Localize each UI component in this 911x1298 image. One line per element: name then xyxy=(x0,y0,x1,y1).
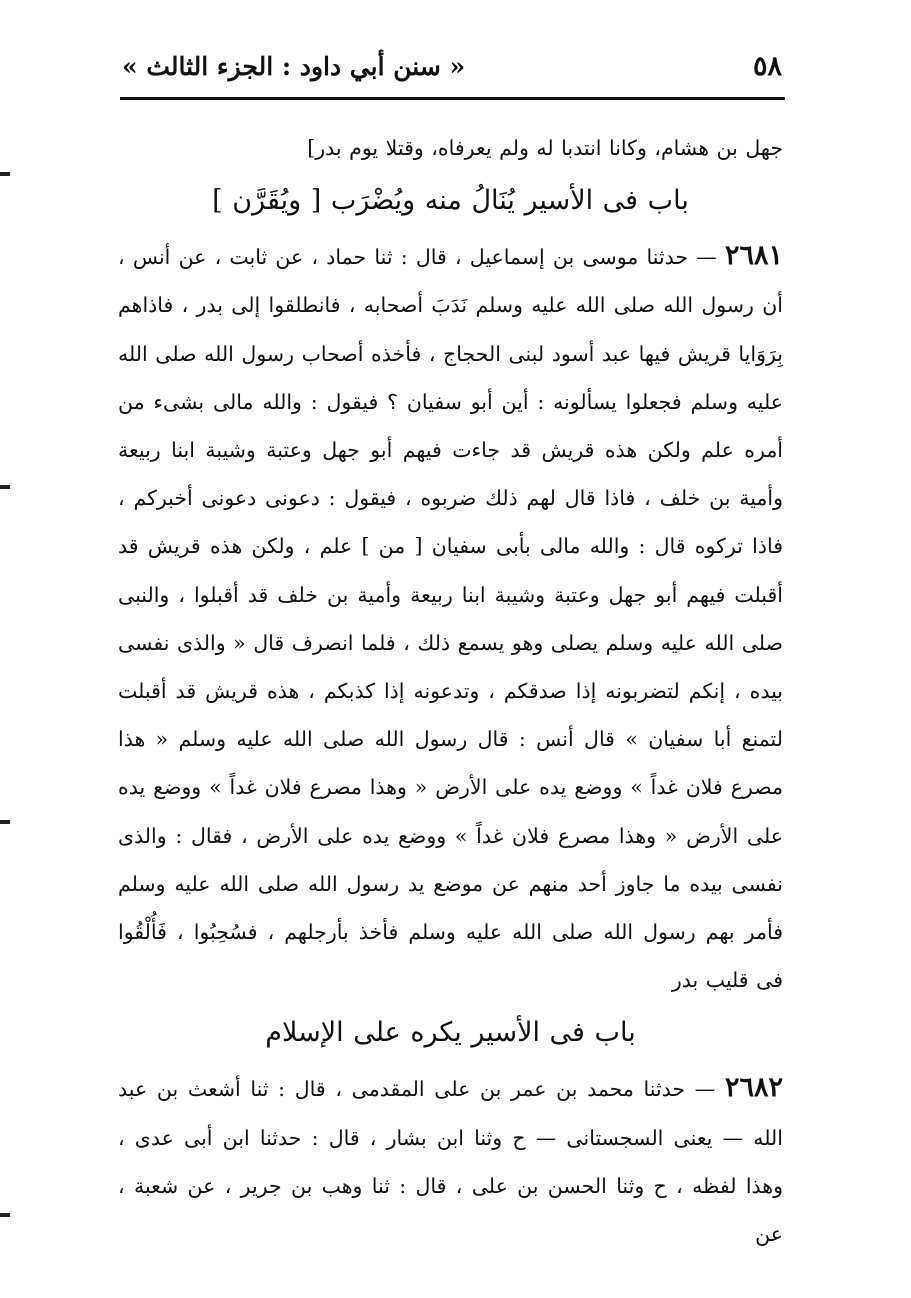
scan-edge-mark xyxy=(0,485,10,489)
scan-edge-mark xyxy=(0,172,10,176)
section-heading-1: باب فى الأسير يُنَالُ منه ويُضْرَب [ ويُقَرَّن ] xyxy=(212,185,689,217)
opening-text: جهل بن هشام، وكانا انتدبا له ولم يعرفاه، وقتلا يوم بدر] xyxy=(307,136,783,160)
section-heading-2: باب فى الأسير يكره على الإسلام xyxy=(265,1017,636,1049)
header-rule xyxy=(120,97,785,100)
running-title: « سنن أبي داود : الجزء الثالث » xyxy=(122,51,466,81)
hadith-number-2: ٢٦٨٢ xyxy=(724,1072,783,1104)
hadith-text-2: — حدثنا محمد بن عمر بن على المقدمى ، قال : ثنا أشعث بن عبد الله — يعنى السجستانى — ح وثنا ابن بشار ، قال : حدثنا ابن أبى عدى ، وهذا لفظه ، ح وثنا الحسن بن على ، قال : ثنا وهب بن جرير ، عن شعبة ، عن xyxy=(118,1077,783,1247)
hadith-number-1: ٢٦٨١ xyxy=(724,240,783,272)
page-body xyxy=(118,124,783,1258)
hadith-paragraph-2 xyxy=(118,1064,783,1258)
page-number: ٥٨ xyxy=(752,50,782,82)
page-header xyxy=(122,40,782,92)
scan-edge-mark xyxy=(0,1213,10,1217)
hadith-text-1: — حدثنا موسى بن إسماعيل ، قال : ثنا حماد ، عن ثابت ، عن أنس ، أن رسول الله صلى الله عليه وسلم نَدَبَ أصحابه ، فانطلقوا إلى بدر ، فاذاهم بِرَوَايا قريش فيها عبد أسود لبنى الحجاج ، فأخذه أصحاب رسول الله صلى الله عليه وسلم فجعلوا يسألونه : أين أبو سفيان ؟ فيقول : والله مالى بشىء من أمره علم ولكن هذه قريش قد جاءت فيهم أبو جهل وعتبة وشيبة ابنا ربيعة وأمية بن خلف ، فاذا قال لهم ذلك ضربوه ، فيقول : دعونى دعونى أخبركم ، فاذا تركوه قال : والله مالى بأبى سفيان [ من ] علم ، ولكن هذه قريش قد أقبلت فيهم أبو جهل وعتبة وشيبة ابنا ربيعة وأمية بن خلف قد أقبلوا ، والنبى صلى الله عليه وسلم يصلى وهو يسمع ذلك ، فلما انصرف قال « والذى نفسى بيده ، إنكم لتضربونه إذا صدقكم ، وتدعونه إذا كذبكم ، هذه قريش قد أقبلت لتمنع أبا سفيان » قال أنس : قال رسول الله صلى الله عليه وسلم « هذا مصرع فلان غداً » ووضع يده على الأرض « وهذا مصرع فلان غداً » ووضع يده على الأرض « وهذا مصرع فلان غداً » ووضع يده على الأرض ، فقال : والذى نفسى بيده ما جاوز أحد منهم عن موضع يد رسول الله صلى الله عليه وسلم فأمر بهم رسول الله صلى الله عليه وسلم فأخذ بأرجلهم ، فسُحِبُوا ، فَأُلْقُوا فى قليب بدر xyxy=(118,245,783,993)
hadith-paragraph-1 xyxy=(118,232,783,1004)
scan-edge-mark xyxy=(0,820,10,824)
